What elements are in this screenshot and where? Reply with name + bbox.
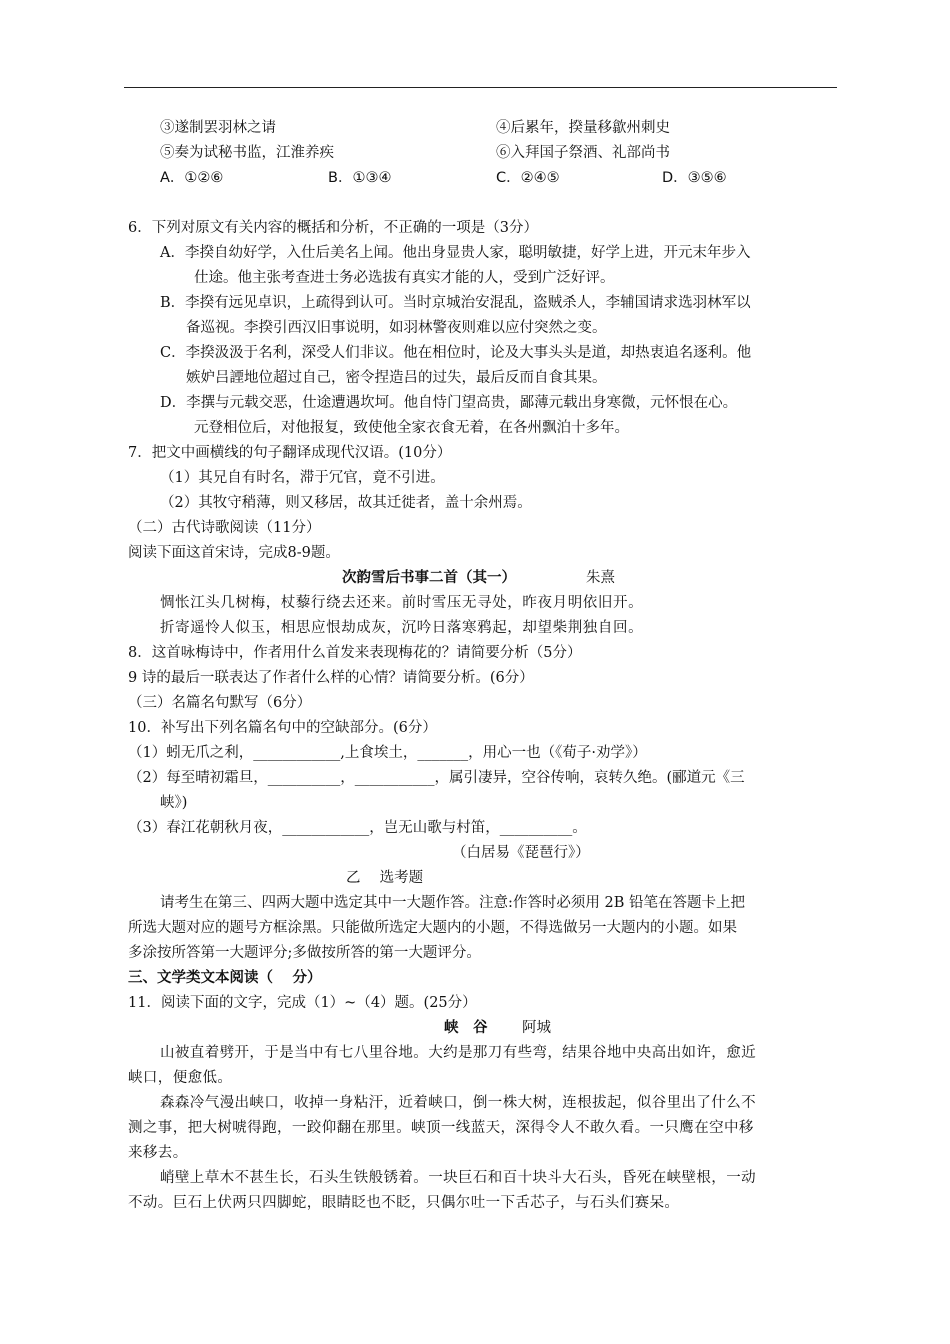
q6-a-line1: A．李揆自幼好学，入仕后美名上闻。他出身显贵人家，聪明敏捷，好学上进，开元末年步入 bbox=[160, 245, 751, 261]
story-para-2-line-2: 测之事，把大树唬得跑，一跤仰翻在那里。峡顶一线蓝天，深得令人不敢久看。一只鹰在空中移 bbox=[128, 1120, 754, 1136]
story-author: 阿城 bbox=[522, 1020, 551, 1036]
q6-a-line2: 仕途。他主张考查进士务必选拔有真实才能的人，受到广泛好评。 bbox=[194, 270, 615, 286]
section-recitation-heading: （三）名篇名句默写（6分） bbox=[128, 695, 312, 711]
poem-line-1: 惆怅江头几树梅，杖藜行绕去还来。前时雪压无寻处，昨夜月明依旧开。 bbox=[160, 595, 644, 611]
elective-heading: 乙 选考题 bbox=[346, 870, 424, 886]
q8-stem: 8．这首咏梅诗中，作者用什么首发来表现梅花的？请简要分析（5分） bbox=[128, 645, 582, 661]
part3-heading: 三、文学类文本阅读（ 分） bbox=[128, 970, 322, 986]
section-poetry-heading: （二）古代诗歌阅读（11分） bbox=[128, 520, 321, 536]
q7-sentence-1: （1）其兄自有时名，滞于冗官，竟不引进。 bbox=[160, 470, 445, 486]
q6-b-line2: 备巡视。李揆引西汉旧事说明，如羽林警夜则难以应付突然之变。 bbox=[186, 320, 607, 336]
q5-option-3: ③遂制罢羽林之请 bbox=[160, 120, 276, 136]
q11-stem: 11．阅读下面的文字，完成（1）~（4）题。(25分） bbox=[128, 995, 477, 1011]
q7-stem: 7．把文中画横线的句子翻译成现代汉语。(10分） bbox=[128, 445, 452, 461]
q9-stem: 9 诗的最后一联表达了作者什么样的心情？请简要分析。(6分） bbox=[128, 670, 534, 686]
elective-para-line-2: 所选大题对应的题号方框涂黑。只能做所选定大题内的小题，不得选做另一大题内的小题。如果 bbox=[128, 920, 737, 936]
section-poetry-intro: 阅读下面这首宋诗，完成8-9题。 bbox=[128, 545, 340, 561]
story-para-3-line-2: 不动。巨石上伏两只四脚蛇，眼睛眨也不眨，只偶尔吐一下舌芯子，与石头们赛呆。 bbox=[128, 1195, 680, 1211]
story-para-3-line-1: 峭壁上草木不甚生长，石头生铁般锈着。一块巨石和百十块斗大石头，昏死在峡壁根，一动 bbox=[160, 1170, 756, 1186]
q10-item-1: （1）蚓无爪之利，____________,上食埃土，_______，用心一也（《荀子·劝学》） bbox=[128, 745, 647, 761]
q5-choice-b: B．①③④ bbox=[328, 170, 392, 186]
q10-item-3-source: （白居易《琵琶行》） bbox=[452, 845, 590, 861]
story-para-2-line-3: 来移去。 bbox=[128, 1145, 188, 1161]
q6-d-line1: D．李撰与元载交恶，仕途遭遇坎坷。他自恃门望高贵，鄙薄元载出身寒微，元怀恨在心。 bbox=[160, 395, 738, 411]
q5-choice-c: C．②④⑤ bbox=[496, 170, 560, 186]
q5-option-4: ④后累年，揆量移歙州刺史 bbox=[496, 120, 670, 136]
story-para-1-line-2: 峡口，便愈低。 bbox=[128, 1070, 233, 1086]
q5-choice-d: D．③⑤⑥ bbox=[662, 170, 727, 186]
poem-line-2: 折寄遥怜人似玉，相思应恨劫成灰，沉吟日落寒鸦起，却望柴荆独自回。 bbox=[160, 620, 644, 636]
q6-c-line2: 嫉妒吕諲地位超过自己，密令捏造吕的过失，最后反而自食其果。 bbox=[186, 370, 607, 386]
q6-d-line2: 元登相位后，对他报复，致使他全家衣食无着，在各州飘泊十多年。 bbox=[194, 420, 629, 436]
q6-c-line1: C．李揆汲汲于名利，深受人们非议。他在相位时，论及大事头头是道，却热衷追名逐利。他 bbox=[160, 345, 752, 361]
header-rule bbox=[124, 87, 837, 88]
elective-para-line-3: 多涂按所答第一大题评分;多做按所答的第一大题评分。 bbox=[128, 945, 481, 961]
q5-choice-a: A．①②⑥ bbox=[160, 170, 224, 186]
q10-item-2: （2）每至晴初霜旦，__________，___________，属引凄异，空谷传响，哀转久绝。(郦道元《三 bbox=[128, 770, 745, 786]
story-para-2-line-1: 森森冷气漫出峡口，收掉一身粘汗，近着峡口，倒一株大树，连根拔起，似谷里出了什么不 bbox=[160, 1095, 756, 1111]
q10-item-3: （3）春江花朝秋月夜，____________，岂无山歌与村笛，__________。 bbox=[128, 820, 587, 836]
story-para-1-line-1: 山被直着劈开，于是当中有七八里谷地。大约是那刀有些弯，结果谷地中央高出如许，愈近 bbox=[160, 1045, 756, 1061]
q5-option-6: ⑥入拜国子祭酒、礼部尚书 bbox=[496, 145, 670, 161]
q7-sentence-2: （2）其牧守稍薄，则又移居，故其迁徙者，盖十余州焉。 bbox=[160, 495, 532, 511]
poem-title: 次韵雪后书事二首（其一） bbox=[342, 570, 516, 586]
q10-stem: 10．补写出下列名篇名句中的空缺部分。(6分） bbox=[128, 720, 437, 736]
story-title: 峡 谷 bbox=[444, 1020, 488, 1036]
elective-para-line-1: 请考生在第三、四两大题中选定其中一大题作答。注意:作答时必须用 2B 铅笔在答题卡上把 bbox=[160, 895, 745, 911]
q5-option-5: ⑤奏为试秘书监，江淮养疾 bbox=[160, 145, 334, 161]
poem-author: 朱熹 bbox=[586, 570, 615, 586]
q10-item-2-cont: 峡》) bbox=[160, 795, 188, 811]
q6-stem: 6．下列对原文有关内容的概括和分析，不正确的一项是（3分） bbox=[128, 220, 538, 236]
q6-b-line1: B．李揆有远见卓识，上疏得到认可。当时京城治安混乱，盗贼杀人，李辅国请求选羽林军以 bbox=[160, 295, 751, 311]
